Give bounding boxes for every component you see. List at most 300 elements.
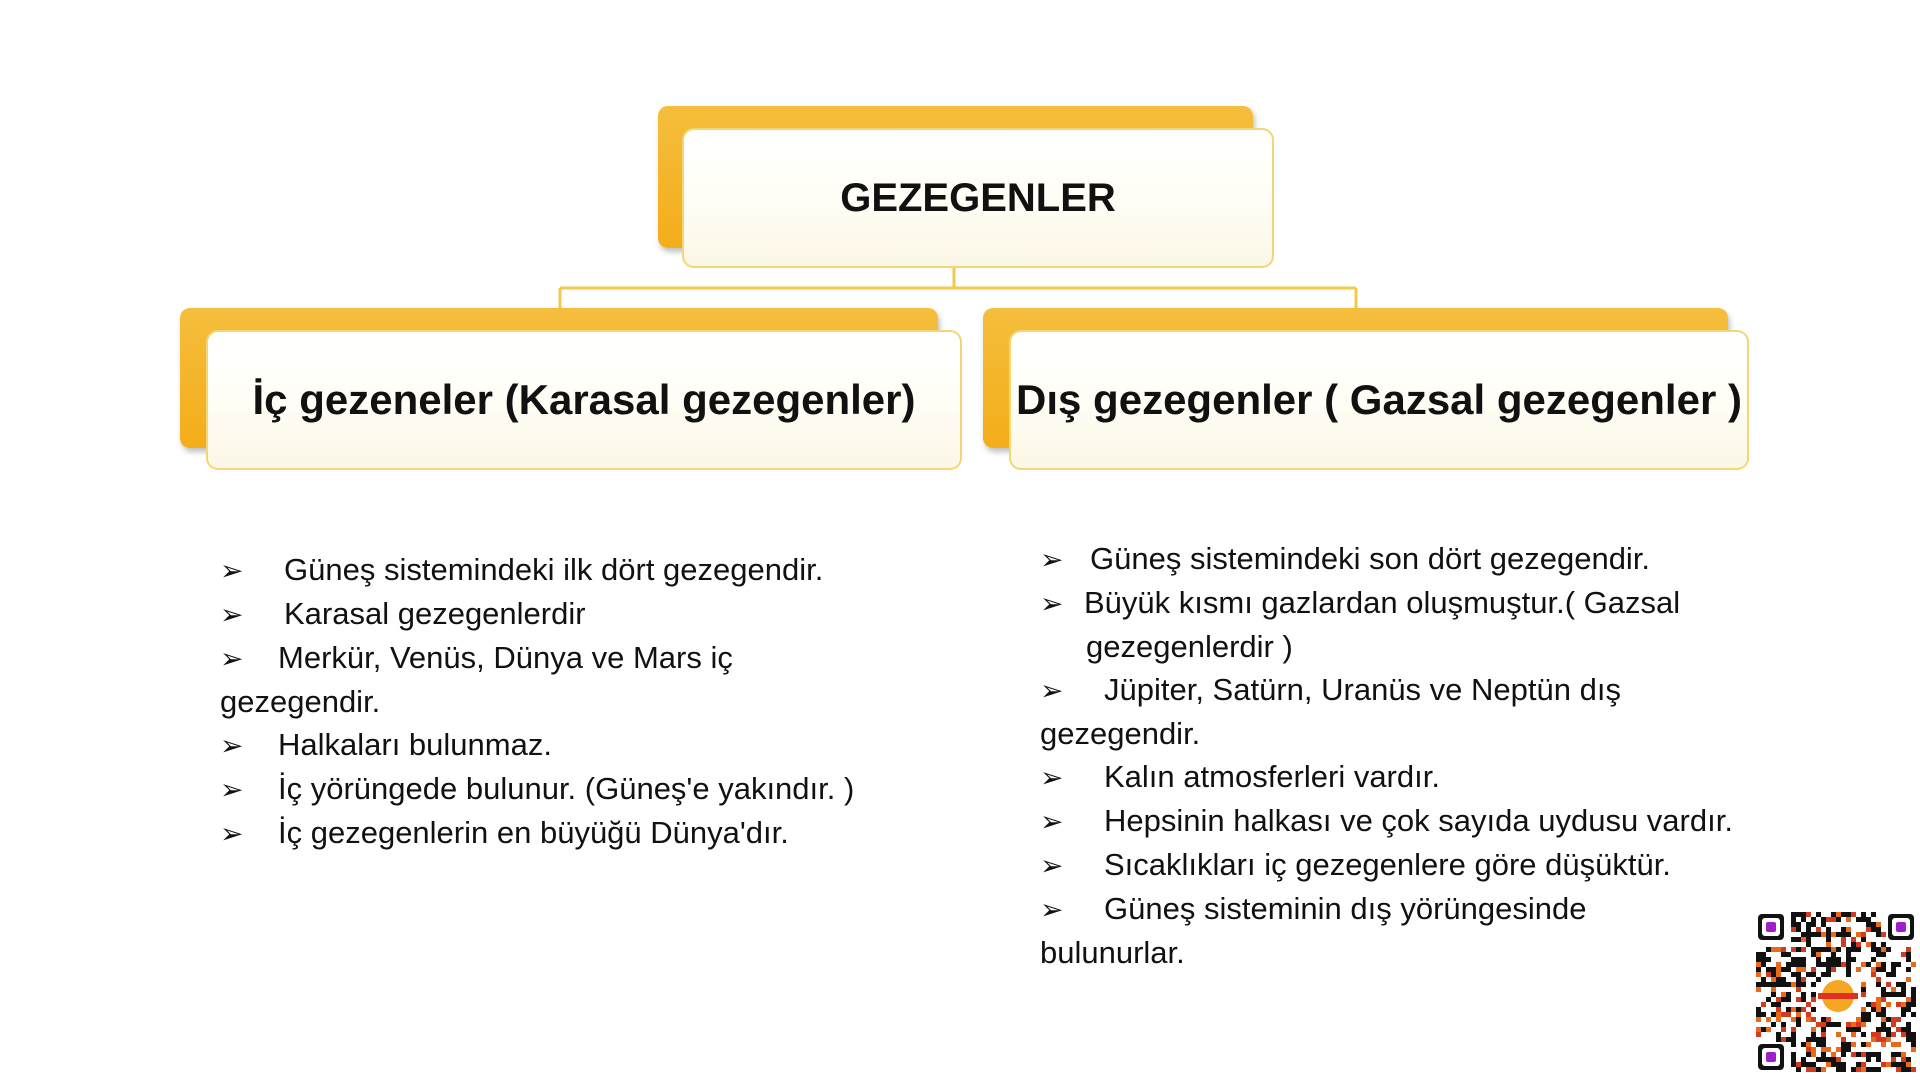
qr-module xyxy=(1801,977,1806,982)
qr-module xyxy=(1791,1007,1796,1012)
qr-module xyxy=(1806,1017,1811,1022)
root-node-label: GEZEGENLER xyxy=(682,128,1274,268)
qr-module xyxy=(1851,1067,1856,1072)
qr-module xyxy=(1876,952,1881,957)
qr-module xyxy=(1901,987,1906,992)
list-item: ➢ Güneş sisteminin dış yörüngesinde xyxy=(1040,887,1780,931)
qr-module xyxy=(1776,972,1781,977)
qr-module xyxy=(1841,1042,1846,1047)
qr-module xyxy=(1856,1062,1861,1067)
qr-module xyxy=(1801,992,1806,997)
qr-module xyxy=(1896,1052,1901,1057)
qr-module xyxy=(1851,912,1856,917)
qr-module xyxy=(1766,1017,1771,1022)
qr-module xyxy=(1891,1017,1896,1022)
qr-module xyxy=(1831,912,1836,917)
qr-module xyxy=(1866,1012,1871,1017)
qr-module xyxy=(1776,1002,1781,1007)
qr-module xyxy=(1871,1052,1876,1057)
qr-module xyxy=(1891,962,1896,967)
qr-module xyxy=(1756,1032,1761,1037)
qr-module xyxy=(1826,962,1831,967)
list-item: ➢ Jüpiter, Satürn, Uranüs ve Neptün dış xyxy=(1040,668,1780,712)
qr-module xyxy=(1771,947,1776,952)
qr-module xyxy=(1846,967,1851,972)
qr-module xyxy=(1766,997,1771,1002)
qr-module xyxy=(1906,1037,1911,1042)
qr-module xyxy=(1881,1042,1886,1047)
qr-module xyxy=(1881,987,1886,992)
qr-module xyxy=(1841,1052,1846,1057)
qr-module xyxy=(1816,1042,1821,1047)
qr-module xyxy=(1881,997,1886,1002)
qr-module xyxy=(1871,957,1876,962)
qr-module xyxy=(1796,967,1801,972)
qr-module xyxy=(1796,1022,1801,1027)
qr-module xyxy=(1761,957,1766,962)
qr-module xyxy=(1861,1067,1866,1072)
qr-module xyxy=(1861,992,1866,997)
qr-module xyxy=(1826,967,1831,972)
qr-module xyxy=(1886,1017,1891,1022)
qr-module xyxy=(1796,962,1801,967)
qr-module xyxy=(1786,982,1791,987)
qr-module xyxy=(1821,917,1826,922)
qr-module xyxy=(1816,1067,1821,1072)
qr-module xyxy=(1826,917,1831,922)
qr-module xyxy=(1791,1062,1796,1067)
qr-module xyxy=(1866,1017,1871,1022)
list-item: ➢ Büyük kısmı gazlardan oluşmuştur.( Gazsal xyxy=(1040,581,1780,625)
qr-module xyxy=(1811,952,1816,957)
qr-module xyxy=(1886,1027,1891,1032)
qr-module xyxy=(1836,1032,1841,1037)
qr-module xyxy=(1781,1027,1786,1032)
qr-module xyxy=(1776,947,1781,952)
qr-module xyxy=(1806,932,1811,937)
qr-module xyxy=(1876,1007,1881,1012)
qr-module xyxy=(1881,952,1886,957)
qr-module xyxy=(1786,1007,1791,1012)
list-item: ➢ Güneş sistemindeki ilk dört gezegendir. xyxy=(220,548,940,592)
qr-module xyxy=(1786,992,1791,997)
qr-module xyxy=(1826,957,1831,962)
qr-module xyxy=(1871,1002,1876,1007)
list-item-continuation: gezegendir. xyxy=(220,684,381,719)
qr-module xyxy=(1831,932,1836,937)
qr-module xyxy=(1891,1062,1896,1067)
qr-module xyxy=(1906,1062,1911,1067)
qr-module xyxy=(1891,1022,1896,1027)
qr-module xyxy=(1791,1057,1796,1062)
qr-module xyxy=(1886,992,1891,997)
qr-module xyxy=(1811,922,1816,927)
qr-module xyxy=(1756,962,1761,967)
qr-module xyxy=(1846,912,1851,917)
qr-module xyxy=(1906,1007,1911,1012)
qr-module xyxy=(1816,1057,1821,1062)
qr-module xyxy=(1891,1042,1896,1047)
qr-module xyxy=(1836,1062,1841,1067)
qr-module xyxy=(1811,1062,1816,1067)
qr-module xyxy=(1766,1027,1771,1032)
qr-module xyxy=(1846,927,1851,932)
qr-module xyxy=(1896,1042,1901,1047)
qr-module xyxy=(1791,912,1796,917)
bullet-arrow-icon: ➢ xyxy=(220,599,244,630)
list-item: ➢ Halkaları bulunmaz. xyxy=(220,723,940,767)
outer-planets-node xyxy=(983,308,1751,472)
qr-module xyxy=(1906,957,1911,962)
qr-module xyxy=(1851,947,1856,952)
qr-module xyxy=(1761,1027,1766,1032)
qr-module xyxy=(1861,1007,1866,1012)
qr-module xyxy=(1856,1052,1861,1057)
qr-module xyxy=(1861,1017,1866,1022)
qr-module xyxy=(1831,917,1836,922)
qr-module xyxy=(1781,967,1786,972)
qr-module xyxy=(1796,947,1801,952)
qr-module xyxy=(1906,1002,1911,1007)
qr-module xyxy=(1841,1047,1846,1052)
qr-module xyxy=(1911,992,1916,997)
qr-module xyxy=(1901,1007,1906,1012)
qr-module xyxy=(1871,922,1876,927)
qr-module xyxy=(1791,1017,1796,1022)
list-item: ➢ Güneş sistemindeki son dört gezegendir. xyxy=(1040,537,1780,581)
qr-module xyxy=(1871,912,1876,917)
qr-module xyxy=(1781,982,1786,987)
qr-module xyxy=(1756,987,1761,992)
qr-module xyxy=(1846,1027,1851,1032)
qr-module xyxy=(1906,1057,1911,1062)
qr-module xyxy=(1841,942,1846,947)
bullet-arrow-icon: ➢ xyxy=(220,643,244,674)
list-item: ➢ Sıcaklıkları iç gezegenlere göre düşüktür. xyxy=(1040,843,1780,887)
qr-module xyxy=(1831,962,1836,967)
qr-module xyxy=(1801,997,1806,1002)
qr-module xyxy=(1796,1017,1801,1022)
qr-module xyxy=(1906,952,1911,957)
qr-module xyxy=(1881,932,1886,937)
qr-module xyxy=(1806,942,1811,947)
qr-module xyxy=(1776,1007,1781,1012)
qr-module xyxy=(1906,1027,1911,1032)
qr-module xyxy=(1896,992,1901,997)
qr-module xyxy=(1821,1042,1826,1047)
qr-module xyxy=(1821,947,1826,952)
qr-module xyxy=(1806,1042,1811,1047)
qr-module xyxy=(1781,1012,1786,1017)
qr-module xyxy=(1866,922,1871,927)
qr-module xyxy=(1831,1062,1836,1067)
qr-module xyxy=(1896,1017,1901,1022)
qr-module xyxy=(1851,957,1856,962)
qr-module xyxy=(1796,1062,1801,1067)
qr-module xyxy=(1901,1052,1906,1057)
qr-module xyxy=(1811,932,1816,937)
qr-module xyxy=(1821,1017,1826,1022)
qr-module xyxy=(1811,917,1816,922)
qr-module xyxy=(1786,1037,1791,1042)
qr-module xyxy=(1881,1062,1886,1067)
qr-module xyxy=(1846,952,1851,957)
qr-module xyxy=(1871,1067,1876,1072)
list-item-continuation: gezegendir. xyxy=(1040,716,1201,751)
qr-module xyxy=(1791,917,1796,922)
qr-module xyxy=(1891,992,1896,997)
qr-module xyxy=(1846,957,1851,962)
qr-module xyxy=(1791,1027,1796,1032)
qr-module xyxy=(1841,912,1846,917)
qr-module xyxy=(1901,1057,1906,1062)
qr-module xyxy=(1796,937,1801,942)
qr-module xyxy=(1851,1022,1856,1027)
qr-module xyxy=(1861,937,1866,942)
qr-module xyxy=(1856,947,1861,952)
qr-module xyxy=(1876,982,1881,987)
qr-module xyxy=(1851,937,1856,942)
qr-module xyxy=(1881,962,1886,967)
qr-module xyxy=(1866,1057,1871,1062)
qr-module xyxy=(1796,1067,1801,1072)
bullet-arrow-icon: ➢ xyxy=(1040,544,1064,575)
qr-module xyxy=(1761,1002,1766,1007)
bullet-arrow-icon: ➢ xyxy=(220,818,244,849)
qr-module xyxy=(1821,1037,1826,1042)
qr-module xyxy=(1791,962,1796,967)
qr-module xyxy=(1806,1062,1811,1067)
qr-module xyxy=(1891,1052,1896,1057)
qr-module xyxy=(1866,1052,1871,1057)
qr-module xyxy=(1806,937,1811,942)
list-item: ➢ Hepsinin halkası ve çok sayıda uydusu vardır. xyxy=(1040,799,1780,843)
qr-module xyxy=(1836,957,1841,962)
qr-module xyxy=(1821,932,1826,937)
qr-module xyxy=(1846,947,1851,952)
qr-module xyxy=(1876,947,1881,952)
qr-module xyxy=(1886,1032,1891,1037)
qr-module xyxy=(1781,992,1786,997)
qr-module xyxy=(1796,957,1801,962)
qr-module xyxy=(1836,1067,1841,1072)
qr-module xyxy=(1811,1032,1816,1037)
qr-module xyxy=(1866,927,1871,932)
qr-module xyxy=(1896,982,1901,987)
qr-module xyxy=(1876,922,1881,927)
qr-module xyxy=(1756,1012,1761,1017)
qr-module xyxy=(1756,967,1761,972)
list-item: ➢ İç yörüngede bulunur. (Güneş'e yakındır. ) xyxy=(220,767,940,811)
qr-module xyxy=(1801,967,1806,972)
qr-module xyxy=(1771,982,1776,987)
qr-module xyxy=(1776,1012,1781,1017)
qr-module xyxy=(1846,917,1851,922)
qr-module xyxy=(1786,952,1791,957)
qr-module xyxy=(1821,1057,1826,1062)
qr-module xyxy=(1891,972,1896,977)
qr-module xyxy=(1846,1022,1851,1027)
qr-module xyxy=(1816,1037,1821,1042)
list-item: ➢ İç gezegenlerin en büyüğü Dünya'dır. xyxy=(220,811,940,855)
qr-module xyxy=(1896,1027,1901,1032)
inner-planets-list xyxy=(220,548,940,855)
qr-module xyxy=(1796,972,1801,977)
qr-module xyxy=(1781,952,1786,957)
qr-module xyxy=(1911,1002,1916,1007)
qr-module xyxy=(1806,1037,1811,1042)
qr-module xyxy=(1811,1017,1816,1022)
qr-module xyxy=(1836,1047,1841,1052)
qr-module xyxy=(1841,1037,1846,1042)
qr-module xyxy=(1796,1012,1801,1017)
qr-module xyxy=(1791,927,1796,932)
qr-module xyxy=(1901,1012,1906,1017)
qr-module xyxy=(1821,1032,1826,1037)
qr-module xyxy=(1866,942,1871,947)
qr-module xyxy=(1826,1022,1831,1027)
qr-module xyxy=(1856,1067,1861,1072)
qr-module xyxy=(1816,947,1821,952)
qr-module xyxy=(1791,937,1796,942)
qr-module xyxy=(1821,1067,1826,1072)
qr-module xyxy=(1901,1002,1906,1007)
qr-module xyxy=(1806,1067,1811,1072)
qr-module xyxy=(1766,957,1771,962)
qr-module xyxy=(1811,947,1816,952)
qr-module xyxy=(1846,1042,1851,1047)
qr-module xyxy=(1826,1017,1831,1022)
bullet-arrow-icon: ➢ xyxy=(1040,806,1064,837)
qr-module xyxy=(1881,942,1886,947)
qr-module xyxy=(1876,1027,1881,1032)
qr-module xyxy=(1811,1067,1816,1072)
qr-module xyxy=(1891,967,1896,972)
qr-module xyxy=(1911,1032,1916,1037)
qr-module xyxy=(1826,972,1831,977)
qr-module xyxy=(1761,1012,1766,1017)
qr-module xyxy=(1856,1022,1861,1027)
bullet-arrow-icon: ➢ xyxy=(1040,588,1064,619)
qr-module xyxy=(1851,1027,1856,1032)
qr-module xyxy=(1901,1027,1906,1032)
qr-module xyxy=(1881,967,1886,972)
qr-module xyxy=(1871,942,1876,947)
qr-module xyxy=(1906,997,1911,1002)
qr-module xyxy=(1776,1037,1781,1042)
qr-code-icon xyxy=(1756,912,1916,1072)
qr-module xyxy=(1881,1027,1886,1032)
qr-module xyxy=(1826,1047,1831,1052)
qr-module xyxy=(1851,1032,1856,1037)
qr-module xyxy=(1856,1027,1861,1032)
qr-module xyxy=(1861,962,1866,967)
qr-module xyxy=(1831,967,1836,972)
qr-module xyxy=(1831,952,1836,957)
inner-planets-node xyxy=(180,308,965,472)
list-item-continuation: gezegenlerdir ) xyxy=(1086,629,1293,664)
qr-finder-bottom-left xyxy=(1758,1044,1784,1070)
qr-module xyxy=(1861,1052,1866,1057)
qr-module xyxy=(1756,1017,1761,1022)
qr-module xyxy=(1866,917,1871,922)
qr-module xyxy=(1831,1052,1836,1057)
qr-module xyxy=(1881,1012,1886,1017)
qr-module xyxy=(1846,972,1851,977)
qr-module xyxy=(1886,972,1891,977)
qr-module xyxy=(1831,1057,1836,1062)
qr-module xyxy=(1821,1022,1826,1027)
qr-module xyxy=(1796,927,1801,932)
qr-module xyxy=(1881,1007,1886,1012)
bullet-arrow-icon: ➢ xyxy=(220,730,244,761)
qr-module xyxy=(1761,952,1766,957)
qr-module xyxy=(1836,1057,1841,1062)
qr-module xyxy=(1816,1022,1821,1027)
qr-module xyxy=(1861,932,1866,937)
qr-module xyxy=(1781,997,1786,1002)
qr-module xyxy=(1876,962,1881,967)
qr-module xyxy=(1826,947,1831,952)
qr-module xyxy=(1801,937,1806,942)
qr-module xyxy=(1756,1007,1761,1012)
qr-module xyxy=(1771,967,1776,972)
outer-planets-list xyxy=(1040,537,1780,974)
qr-module xyxy=(1861,987,1866,992)
qr-module xyxy=(1816,932,1821,937)
qr-module xyxy=(1796,977,1801,982)
bullet-arrow-icon: ➢ xyxy=(1040,894,1064,925)
qr-module xyxy=(1791,947,1796,952)
qr-module xyxy=(1806,927,1811,932)
qr-module xyxy=(1776,997,1781,1002)
qr-module xyxy=(1911,1012,1916,1017)
qr-module xyxy=(1836,962,1841,967)
bullet-arrow-icon: ➢ xyxy=(220,774,244,805)
qr-module xyxy=(1801,957,1806,962)
qr-module xyxy=(1876,932,1881,937)
qr-module xyxy=(1826,932,1831,937)
qr-module xyxy=(1876,1052,1881,1057)
qr-module xyxy=(1841,932,1846,937)
qr-module xyxy=(1781,977,1786,982)
qr-module xyxy=(1791,1032,1796,1037)
qr-module xyxy=(1901,952,1906,957)
qr-module xyxy=(1811,967,1816,972)
qr-module xyxy=(1806,1002,1811,1007)
qr-module xyxy=(1771,987,1776,992)
qr-module xyxy=(1776,962,1781,967)
qr-module xyxy=(1811,992,1816,997)
qr-module xyxy=(1881,1022,1886,1027)
qr-module xyxy=(1906,977,1911,982)
qr-module xyxy=(1866,1002,1871,1007)
qr-module xyxy=(1816,912,1821,917)
qr-module xyxy=(1901,982,1906,987)
qr-module xyxy=(1841,1062,1846,1067)
qr-module xyxy=(1861,1062,1866,1067)
qr-module xyxy=(1871,1037,1876,1042)
qr-module xyxy=(1896,1062,1901,1067)
qr-module xyxy=(1826,937,1831,942)
qr-module xyxy=(1786,967,1791,972)
qr-module xyxy=(1911,1047,1916,1052)
qr-module xyxy=(1791,957,1796,962)
qr-module xyxy=(1886,1037,1891,1042)
qr-module xyxy=(1906,1067,1911,1072)
qr-module xyxy=(1771,1022,1776,1027)
qr-module xyxy=(1806,972,1811,977)
